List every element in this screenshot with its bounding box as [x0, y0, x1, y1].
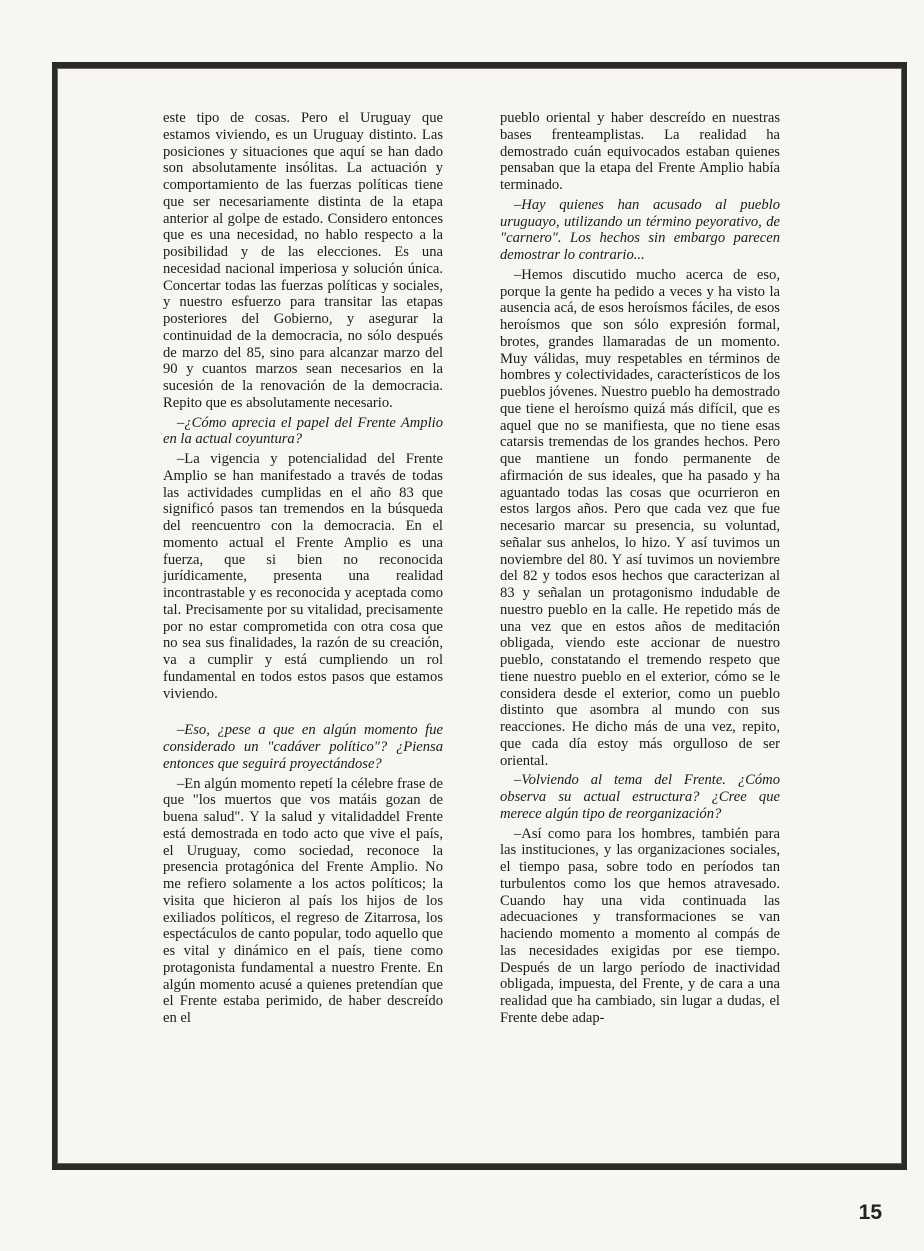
interview-question: –Hay quienes han acusado al pueblo uruguayo, utilizando un término peyorativo, de "carnero". Los hechos sin embargo parecen demostrar lo contrario...	[500, 196, 780, 263]
interview-question: –Eso, ¿pese a que en algún momento fue considerado un "cadáver político"? ¿Piensa entonces que seguirá proyectándose?	[163, 722, 443, 772]
paragraph: este tipo de cosas. Pero el Uruguay que estamos viviendo, es un Uruguay distinto. Las posiciones y situaciones que aquí se han dado son absolutamente insólitas. La actuación y comportamiento de las fuerzas políticas tiene que ser necesariamente distinta de la etapa anterior al golpe de estado. Considero entonces que es una necesidad, no hablo respecto a la posibilidad y de las elecciones. Es una necesidad nacional imperiosa y solución única. Concertar todas las fuerzas políticas y sociales, y nuestro esfuerzo para transitar las etapas posteriores del Gobierno, y asegurar la continuidad de la democracia, no sólo después de marzo del 85, sino para alcanzar marzo del 90 y cuantos marzos sean necesarios en la sucesión de la renovación de la democracia. Repito que es absolutamente necesario.	[163, 110, 443, 411]
interview-question: –Volviendo al tema del Frente. ¿Cómo observa su actual estructura? ¿Cree que merece algún tipo de reorganización?	[500, 772, 780, 822]
paragraph: pueblo oriental y haber descreído en nuestras bases frenteamplistas. La realidad ha demostrado cuán equivocados estaban quienes pensaban que la etapa del Frente Amplio había terminado.	[500, 110, 780, 193]
interview-question: –¿Cómo aprecia el papel del Frente Amplio en la actual coyuntura?	[163, 414, 443, 448]
page-number: 15	[858, 1201, 882, 1224]
right-column	[500, 110, 780, 1027]
paragraph: –La vigencia y potencialidad del Frente Amplio se han manifestado a través de todas las actividades cumplidas en el año 83 que significó pasos tan tremendos en la búsqueda del reencuentro con la democracia. En el momento actual el Frente Amplio es una fuerza, que si bien no reconocida jurídicamente, presenta una realidad incontrastable y es reconocida y aceptada como tal. Precisamente por su vitalidad, precisamente por no estar comprometida con otra cosa que no sea sus finalidades, la razón de su creación, va a cumplir y está cumpliendo un rol fundamental en todos estos pasos que estamos viviendo.	[163, 451, 443, 702]
paragraph: –Hemos discutido mucho acerca de eso, porque la gente ha pedido a veces y ha visto la ausencia acá, de esos heroísmos fáciles, de esos heroísmos que son sólo expresión formal, brotes, grandes llamaradas de un momento. Muy válidas, muy respetables en términos de hombres y colectividades, característicos de los pueblos jóvenes. Nuestro pueblo ha demostrado que tiene el heroísmo quizá más difícil, que es aquel que no se manifiesta, que no tiene esas catarsis tremendas de los grandes hechos. Pero que mantiene un fondo permanente de afirmación de sus ideales, que ha pasado y ha aguantado todas las cosas que ocurrieron en estos largos años. Pero que cada vez que fue necesario marcar su presencia, su voluntad, señalar sus anhelos, lo hizo. Y así tuvimos un noviembre del 80. Y así tuvimos un noviembre del 82 y todos esos hechos que caracterizan al 83 y señalan un protagonismo indudable de nuestro pueblo en la calle. He repetido más de una vez que en estos años de meditación obligada, viendo este accionar de nuestro pueblo, constatando el tremendo respeto que tiene nuestro pueblo en el exterior, cómo se le considera desde el exterior, como un pueblo distinto que asombra al mundo con sus reacciones. He dicho más de una vez, repito, que cada día estoy más orgulloso de ser oriental.	[500, 266, 780, 769]
paragraph: –Así como para los hombres, también para las instituciones, y las organizaciones sociales, el tiempo pasa, sobre todo en períodos tan turbulentos como los que hemos atravesado. Cuando hay una vida continuada las adecuaciones y transformaciones se van haciendo momento a momento al compás de las necesidades exigidas por ese tiempo. Después de un largo período de inactividad obligada, impuesta, del Frente, y de cara a una realidad que ha cambiado, sin lugar a dudas, el Frente debe adap-	[500, 825, 780, 1026]
paragraph: –En algún momento repetí la célebre frase de que "los muertos que vos matáis gozan de buena salud". Y la salud y vitalidaddel Frente está demostrada en todo acto que vive el país, el Uruguay, como sociedad, reconoce la presencia protagónica del Frente Amplio. No me refiero solamente a los actos políticos; la visita que hicieron al país los hijos de los exiliados políticos, el regreso de Zitarrosa, los espectáculos de canto popular, todo aquello que es vital y dinámico en el país, tiene como protagonista fundamental a nuestro Frente. En algún momento acusé a quienes pretendían que el Frente estaba perimido, de haber descreído en el	[163, 775, 443, 1026]
left-column	[163, 110, 443, 1027]
